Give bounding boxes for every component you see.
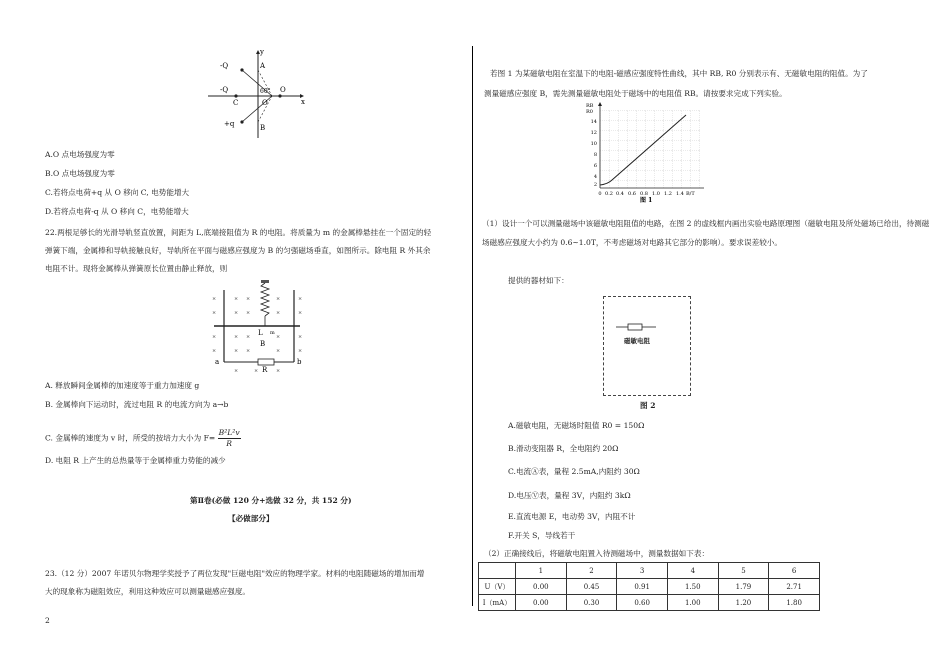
svg-text:×: × (246, 310, 251, 316)
q22-option-c-text: C. 金属棒的速度为 v 时，所受的按培力大小为 F= (45, 433, 216, 443)
o2-label: O (280, 86, 286, 94)
table-cell: 0.60 (617, 595, 668, 611)
svg-text:×: × (254, 368, 259, 374)
section-subtitle: 【必做部分】 (228, 514, 274, 523)
neg-q-label-2: -Q (220, 86, 229, 94)
svg-text:×: × (298, 348, 303, 354)
svg-text:×: × (276, 310, 281, 316)
table-cell: 2.71 (769, 579, 820, 595)
equipment-e: E.直流电源 E，电动势 3V，内阻不计 (508, 512, 636, 521)
q22-option-a: A. 释放瞬间金属棒的加速度等于重力加速度 g (45, 381, 200, 390)
graph-caption: 图 1 (640, 197, 653, 204)
table-cell: 3 (617, 563, 668, 579)
fig2-r-label: R (262, 366, 268, 374)
svg-text:0: 0 (598, 191, 602, 197)
svg-text:×: × (276, 348, 281, 354)
table-cell: 1.00 (667, 595, 718, 611)
equipment-a: A.磁敏电阻，无磁场时阻值 R0 = 150Ω (508, 421, 645, 430)
svg-text:6: 6 (593, 163, 597, 169)
q2-text: （2）正确接线后，将磁敏电阻置入待测磁场中，测量数据如下表： (484, 549, 710, 558)
q21-option-a: A.O 点电场强度为零 (45, 150, 115, 159)
fig2-a-label: a (215, 358, 220, 366)
y-axis-label: y (260, 48, 264, 56)
svg-text:×: × (212, 296, 217, 302)
svg-text:×: × (234, 348, 239, 354)
fig2-caption: 图 2 (640, 401, 656, 410)
svg-text:×: × (298, 296, 303, 302)
svg-text:4: 4 (593, 174, 597, 180)
equipment-d: D.电压Ⓥ表，量程 3V，内阻约 3kΩ (508, 491, 631, 500)
q22-line-3: 电阻不计。现将金属棒从弹簧原长位置由静止释放，则 (45, 264, 228, 273)
svg-text:×: × (246, 334, 251, 340)
q22-line-2: 弹簧下端，金属棒和导轨接触良好，导轨所在平面与磁感应强度为 B 的匀强磁场垂直，如图所示。除电阻 R 外其余 (45, 246, 431, 255)
svg-text:1.4: 1.4 (676, 191, 684, 197)
svg-text:8: 8 (593, 152, 597, 158)
svg-text:×: × (276, 296, 281, 302)
fig2-m-label: m (270, 330, 275, 336)
q22-option-c-fraction (218, 428, 241, 449)
b-label: B (260, 124, 266, 132)
svg-text:×: × (212, 334, 217, 340)
svg-text:×: × (212, 348, 217, 354)
angle-label: 60° (260, 88, 271, 95)
svg-text:1.0: 1.0 (652, 191, 660, 197)
q21-option-b: B.O 点电场强度为零 (45, 169, 115, 178)
table-cell: I（mA） (479, 595, 516, 611)
q21-option-d: D.若将点电荷-q 从 O 移向 C，电势能增大 (45, 207, 189, 216)
table-cell: 0.45 (566, 579, 617, 595)
q22-option-b: B. 金属棒向下运动时，流过电阻 R 的电流方向为 a→b (45, 400, 229, 409)
svg-text:0.8: 0.8 (640, 191, 648, 197)
a-label: A (260, 62, 266, 70)
intro-line-2: 测量磁感应强度 B，需先测量磁敏电阻处于磁场中的电阻值 RB。请按要求完成下列实验。 (484, 89, 787, 98)
equipment-f: F.开关 S，导线若干 (508, 531, 576, 540)
table-cell: 1.20 (718, 595, 769, 611)
svg-text:×: × (276, 334, 281, 340)
table-cell: 2 (566, 563, 617, 579)
table-cell: 5 (718, 563, 769, 579)
table-cell: 1.50 (667, 579, 718, 595)
svg-text:14: 14 (590, 119, 597, 125)
q1-text: （1）设计一个可以测量磁场中该磁敏电阻阻值的电路，在图 2 的虚线框内画出实验电路原理图（磁敏电阻及所处磁场已给出，待测磁场磁感应强度大小约为 0.6~1.0T，不考虑磁场对电路其它部分的影响）。要求误差较小。 (482, 219, 930, 247)
page-number: 2 (45, 616, 50, 625)
table-header-row (479, 563, 820, 579)
equipment-title: 提供的器材如下： (508, 276, 569, 285)
intro-line-1: 若图 1 为某磁敏电阻在室温下的电阻-磁感应强度特性曲线，其中 RB, R0 分别表示有、无磁敏电阻的阻值。为了 (490, 69, 868, 78)
table-cell: 0.00 (516, 595, 567, 611)
magnetoresistor-label: 磁敏电阻 (624, 337, 650, 345)
x-axis-label: x (301, 98, 305, 106)
table-cell: U（V） (479, 579, 516, 595)
measurement-table (478, 562, 820, 611)
table-cell: 1.79 (718, 579, 769, 595)
svg-text:×: × (246, 348, 251, 354)
table-cell: 0.00 (516, 579, 567, 595)
table-cell: 1.80 (769, 595, 820, 611)
graph-ylabel-top: RB (586, 103, 594, 109)
svg-text:×: × (298, 310, 303, 316)
table-cell: 0.30 (566, 595, 617, 611)
o-label: O (262, 99, 268, 107)
svg-text:×: × (234, 368, 239, 374)
graph-xlabel: B/T (686, 191, 695, 197)
q22-option-c (45, 428, 241, 449)
table-row (479, 595, 820, 611)
svg-text:0.6: 0.6 (628, 191, 636, 197)
rail-diagram (208, 280, 308, 375)
q22-line-1: 22.两根足够长的光滑导轨竖直放置，间距为 L,底端接阻值为 R 的电阻。将质量为 m 的金属棒悬挂在一个固定的轻 (45, 228, 432, 237)
section-title: 第Ⅱ卷(必做 120 分+选做 32 分，共 152 分) (190, 496, 352, 505)
q-bottom-label: +q (224, 120, 235, 128)
circuit-design-box (603, 296, 691, 396)
svg-text:1.2: 1.2 (664, 191, 672, 197)
graph-ylabel-bot: R0 (586, 109, 593, 115)
q21-option-c: C.若将点电荷+q 从 O 移向 C, 电势能增大 (45, 188, 190, 197)
svg-text:12: 12 (590, 130, 597, 136)
svg-text:×: × (212, 310, 217, 316)
charge-diagram (200, 48, 310, 143)
fig2-l-label: L (258, 329, 263, 337)
svg-text:0.2: 0.2 (605, 191, 613, 197)
equipment-b: B.滑动变阻器 R，全电阻约 20Ω (508, 444, 619, 453)
svg-text:×: × (298, 334, 303, 340)
svg-text:×: × (246, 296, 251, 302)
q23-line-2: 大的现象称为磁阻效应，利用这种效应可以测量磁感应强度。 (45, 587, 251, 596)
svg-text:0.4: 0.4 (616, 191, 624, 197)
svg-text:10: 10 (590, 141, 597, 147)
svg-text:2: 2 (593, 182, 597, 188)
fig2-b-label: B (260, 340, 266, 348)
fraction-denominator: R (226, 439, 232, 448)
neg-q-label: -Q (220, 62, 229, 70)
magnetoresistor-symbol (616, 322, 656, 332)
column-divider (472, 46, 473, 606)
table-cell: 1 (516, 563, 567, 579)
svg-text:×: × (276, 368, 281, 374)
resistance-graph (582, 100, 712, 202)
svg-text:×: × (234, 310, 239, 316)
q23-line-1: 23.（12 分）2007 年诺贝尔物理学奖授予了两位发现"巨磁电阻"效应的物理学家。材料的电阻随磁场的增加而增 (45, 569, 425, 578)
table-row (479, 579, 820, 595)
table-cell: 4 (667, 563, 718, 579)
table-cell (479, 563, 516, 579)
fig2-b-end-label: b (297, 358, 302, 366)
q22-option-d: D. 电阻 R 上产生的总热量等于金属棒重力势能的减少 (45, 456, 226, 465)
c-label: C (233, 99, 239, 107)
svg-text:×: × (234, 334, 239, 340)
table-cell: 0.91 (617, 579, 668, 595)
fraction-numerator: B²L²v (218, 428, 240, 437)
table-cell: 6 (769, 563, 820, 579)
equipment-c: C.电流Ⓐ表，量程 2.5mA,内阻约 30Ω (508, 467, 640, 476)
svg-text:×: × (234, 296, 239, 302)
